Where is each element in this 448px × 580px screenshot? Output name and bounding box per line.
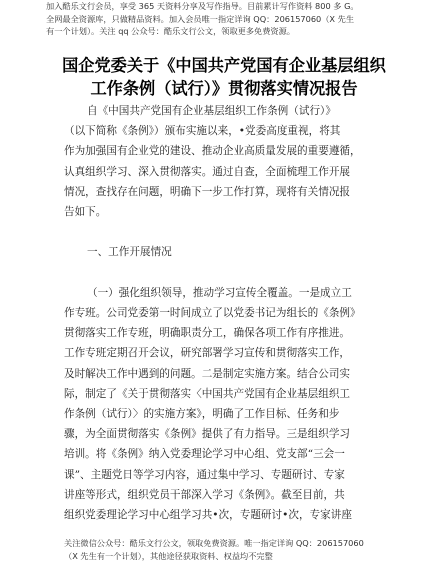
promo-line: 有一个计划）。关注 qq 公众号：酷乐文行公文，领取更多免费资源。 [46,26,295,37]
body-line: 及时解决工作中遇到的问题。二是制定实施方案。结合公司实 [64,367,351,380]
body-line: 作为加强国有企业党的建设、推动企业高质量发展的重要遵循， [64,145,361,158]
blank-line [64,263,416,283]
footer-promo-text [64,537,404,562]
body-line: （一）强化组织领导，推动学习宣传全覆盖。一是成立工 [87,286,352,299]
body-line: 作专班。公司党委第一时间成立了以党委书记为组长的《条例》 [64,307,361,320]
body-line: 作条例（试行）〉的实施方案》，明确了工作目标、任务和步 [64,408,340,421]
document-body [64,101,416,525]
body-line: 际，制定了《关于贯彻落实〈中国共产党国有企业基层组织工 [64,387,351,400]
footer-line: （X 先生有一个计划），其他途径获取资料、权益均不完整 [64,550,273,561]
promo-line: 全网最全资源库，只做精品资料。加入会员唯一指定详询 QQ：206157060（X 先生 [46,13,355,24]
document-title [20,54,428,100]
body-line: 组织党委理论学习中心组学习共•次，专题研讨•次，专家讲座 [64,509,352,522]
promo-line: 加入酷乐文行会员，享受 365 天资料分享及写作指导。目前累计写作资料 800 多 G。 [46,1,359,11]
body-line: 讲座等形式，组织党员干部深入学习《条例》。截至目前，共 [64,488,345,501]
body-line: 情况，查找存在问题，明确下一步工作打算，现将有关情况报 [64,185,351,198]
blank-line [64,222,416,242]
footer-line: 关注微信公众号：酷乐文行公文，领取免费资源。唯一指定详询 QQ：206157060 [64,538,364,548]
body-line: 一、工作开展情况 [87,246,172,259]
body-line: （以下简称《条例》）颁布实施以来，•党委高度重视，将其 [64,125,341,138]
body-line: 认真组织学习、深入贯彻落实。通过自查，全面梳理工作开展 [64,165,351,178]
body-line: 课”、主题党日等学习内容，通过集中学习、专题研讨、专家 [64,468,345,481]
body-line: 培训。将《条例》纳入党委理论学习中心组、党支部“三会一 [64,448,345,461]
header-promo-text [46,0,416,38]
body-line: 工作专班定期召开会议，研究部署学习宣传和贯彻落实工作， [64,347,351,360]
title-line: 工作条例（试行）》贯彻落实情况报告 [90,79,358,98]
body-line: 贯彻落实工作专班，明确职责分工，确保各项工作有序推进。 [64,327,351,340]
body-line: 告如下。 [64,206,107,219]
body-line: 骤，为全面贯彻落实《条例》提供了有力指导。三是组织学习 [64,428,351,441]
body-line: 自《中国共产党国有企业基层组织工作条例（试行）》 [87,105,336,117]
title-line: 国企党委关于《中国共产党国有企业基层组织 [62,56,386,75]
